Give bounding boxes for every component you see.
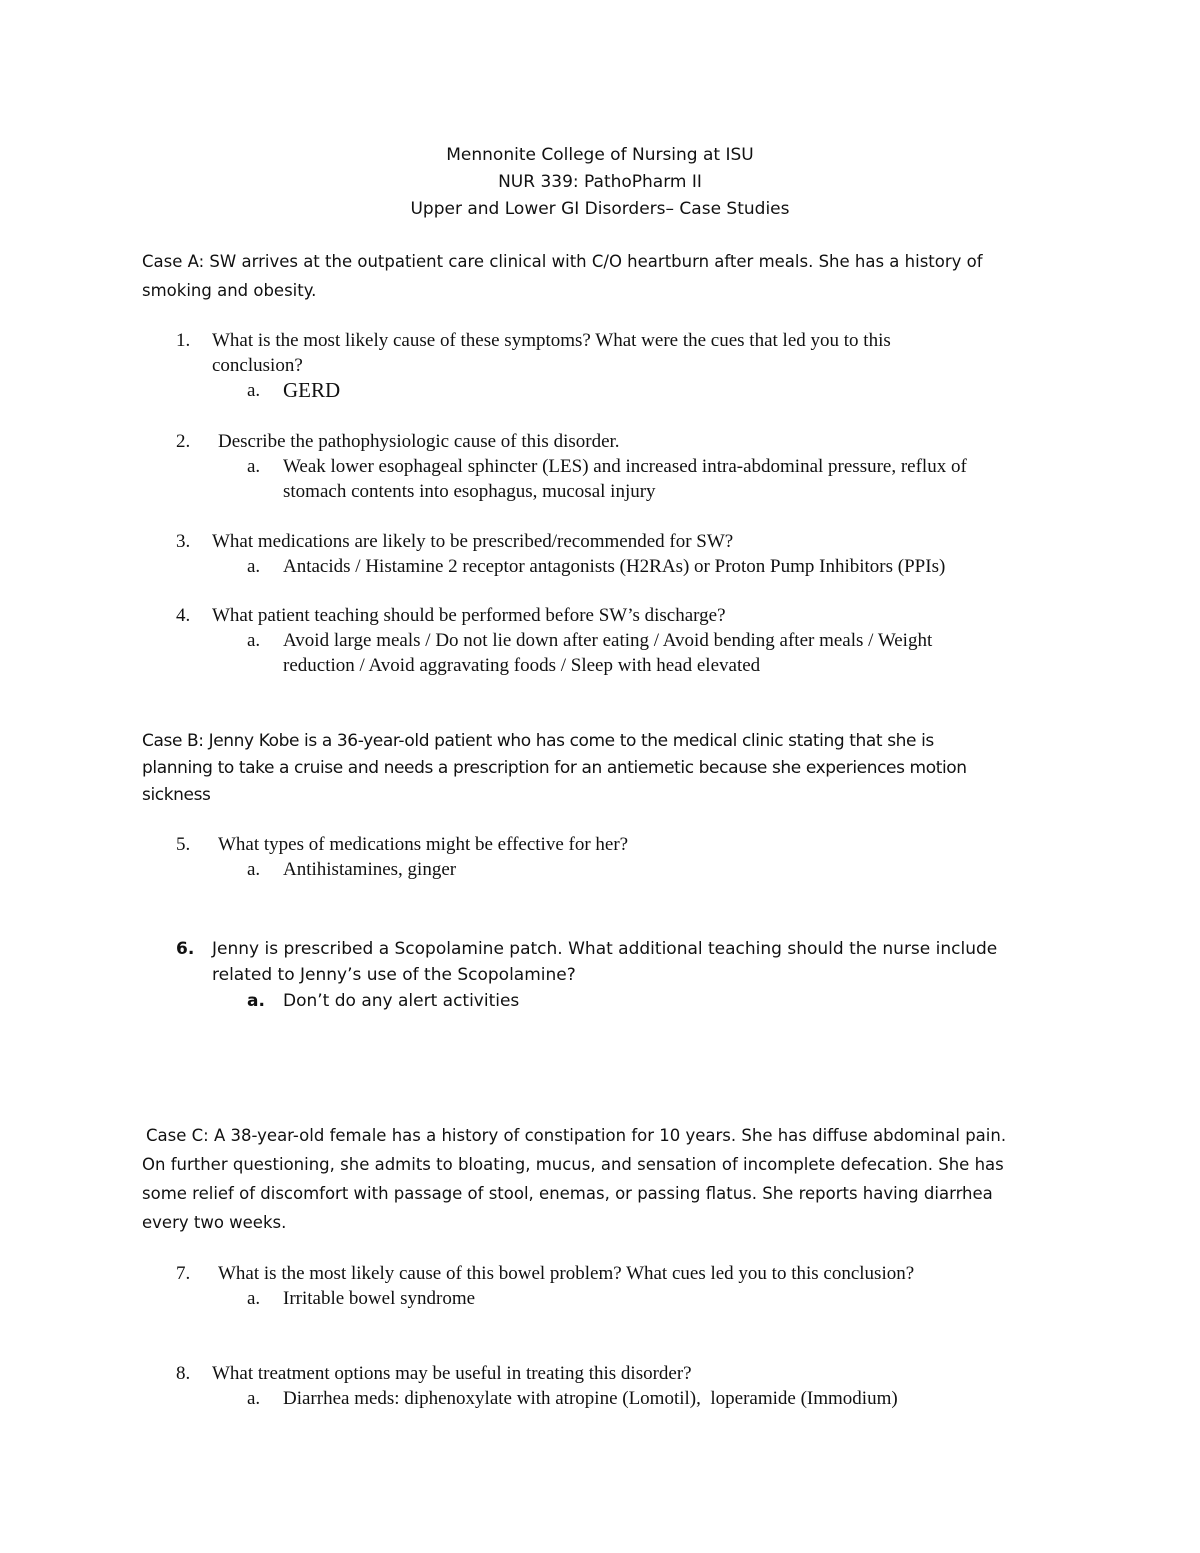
- question-text: [212, 328, 1032, 378]
- answer-text: [283, 454, 1063, 504]
- question-6: [176, 936, 1076, 988]
- answer-text: Antihistamines, ginger: [283, 859, 457, 880]
- case-a-description: [142, 247, 1042, 305]
- answer-text-line-1: Weak lower esophageal sphincter (LES) and increased intra-abdominal pressure, reflux of: [283, 456, 967, 477]
- header-course: NUR 339: PathoPharm II: [498, 172, 702, 192]
- question-text: What patient teaching should be performed before SW’s discharge?: [212, 605, 726, 626]
- question-2: [176, 429, 1076, 454]
- question-number: 4.: [176, 605, 191, 626]
- case-c-label: Case C:: [146, 1126, 209, 1145]
- answer-label: a.: [247, 859, 261, 880]
- question-text: What medications are likely to be prescribed/recommended for SW?: [212, 531, 734, 552]
- case-c-line-4: every two weeks.: [142, 1213, 287, 1232]
- case-c-description-cont: [142, 1150, 1062, 1237]
- answer-2: [247, 454, 1107, 504]
- question-number: 3.: [176, 531, 191, 552]
- case-a-text-1: SW arrives at the outpatient care clinical with C/O heartburn after meals. She has a history of: [204, 252, 983, 271]
- answer-label: a.: [247, 1288, 261, 1309]
- answer-text: Antacids / Histamine 2 receptor antagonists (H2RAs) or Proton Pump Inhibitors (PPIs): [283, 556, 946, 577]
- case-a-label: Case A:: [142, 252, 205, 271]
- question-number: 8.: [176, 1363, 191, 1384]
- answer-6: [247, 988, 1107, 1014]
- answer-5: [247, 857, 1107, 882]
- question-text: [212, 936, 1052, 988]
- answer-text-line-1: Avoid large meals / Do not lie down after eating / Avoid bending after meals / Weight: [283, 630, 933, 651]
- question-8: [176, 1361, 1076, 1386]
- answer-label: a.: [247, 991, 265, 1011]
- case-c-line-3: some relief of discomfort with passage of stool, enemas, or passing flatus. She reports having diarrhea: [142, 1184, 993, 1203]
- answer-label: a.: [247, 1388, 261, 1409]
- question-text-line-2: conclusion?: [212, 355, 303, 376]
- answer-text-line-2: reduction / Avoid aggravating foods / Sleep with head elevated: [283, 655, 761, 676]
- question-1: [176, 328, 1076, 378]
- case-c-text-1: A 38-year-old female has a history of constipation for 10 years. She has diffuse abdominal pain.: [208, 1126, 1007, 1145]
- answer-7: [247, 1286, 1107, 1311]
- case-b-label: Case B:: [142, 731, 204, 751]
- header-title: Upper and Lower GI Disorders– Case Studies: [410, 199, 790, 219]
- answer-3: [247, 554, 1107, 579]
- question-number: 2.: [176, 431, 191, 452]
- answer-text: Diarrhea meds: diphenoxylate with atropine (Lomotil), loperamide (Immodium): [283, 1388, 898, 1409]
- question-text: What types of medications might be effective for her?: [218, 834, 629, 855]
- case-a-line-1: [142, 247, 1042, 276]
- case-a-line-2: smoking and obesity.: [142, 281, 317, 300]
- question-text: Describe the pathophysiologic cause of this disorder.: [218, 431, 620, 452]
- question-text-line-1: Jenny is prescribed a Scopolamine patch. What additional teaching should the nurse include: [212, 939, 998, 959]
- answer-label: a.: [247, 456, 261, 477]
- question-text: What is the most likely cause of this bowel problem? What cues led you to this conclusion?: [218, 1263, 915, 1284]
- question-text-line-2: related to Jenny’s use of the Scopolamine?: [212, 965, 576, 985]
- case-b-line-1: [142, 728, 1052, 755]
- question-3: [176, 529, 1076, 554]
- answer-8: [247, 1386, 1107, 1411]
- answer-text-line-2: stomach contents into esophagus, mucosal injury: [283, 481, 656, 502]
- question-number: 1.: [176, 330, 191, 351]
- header-college: Mennonite College of Nursing at ISU: [446, 145, 754, 165]
- answer-text: [283, 628, 1063, 678]
- question-text: What treatment options may be useful in treating this disorder?: [212, 1363, 692, 1384]
- case-b-text-1: Jenny Kobe is a 36-year-old patient who has come to the medical clinic stating that she is: [203, 731, 934, 751]
- answer-text: GERD: [283, 378, 341, 402]
- answer-label: a.: [247, 380, 261, 401]
- question-number: 7.: [176, 1263, 191, 1284]
- question-4: [176, 603, 1076, 628]
- case-b-line-3: sickness: [142, 785, 211, 805]
- answer-1: [247, 378, 1107, 403]
- case-c-line-1: [146, 1121, 1066, 1150]
- answer-4: [247, 628, 1107, 678]
- case-b-line-2: planning to take a cruise and needs a prescription for an antiemetic because she experiences motion: [142, 758, 967, 778]
- question-text-line-1: What is the most likely cause of these symptoms? What were the cues that led you to this: [212, 330, 891, 351]
- answer-text: Don’t do any alert activities: [283, 991, 520, 1011]
- case-c-line-2: On further questioning, she admits to bloating, mucus, and sensation of incomplete defecation. She has: [142, 1155, 1004, 1174]
- answer-label: a.: [247, 556, 261, 577]
- question-5: [176, 832, 1076, 857]
- question-number: 5.: [176, 834, 191, 855]
- case-b-description: [142, 728, 1052, 809]
- answer-text: Irritable bowel syndrome: [283, 1288, 476, 1309]
- answer-label: a.: [247, 630, 261, 651]
- question-number: 6.: [176, 939, 195, 959]
- question-7: [176, 1261, 1076, 1286]
- case-c-description: [146, 1121, 1066, 1150]
